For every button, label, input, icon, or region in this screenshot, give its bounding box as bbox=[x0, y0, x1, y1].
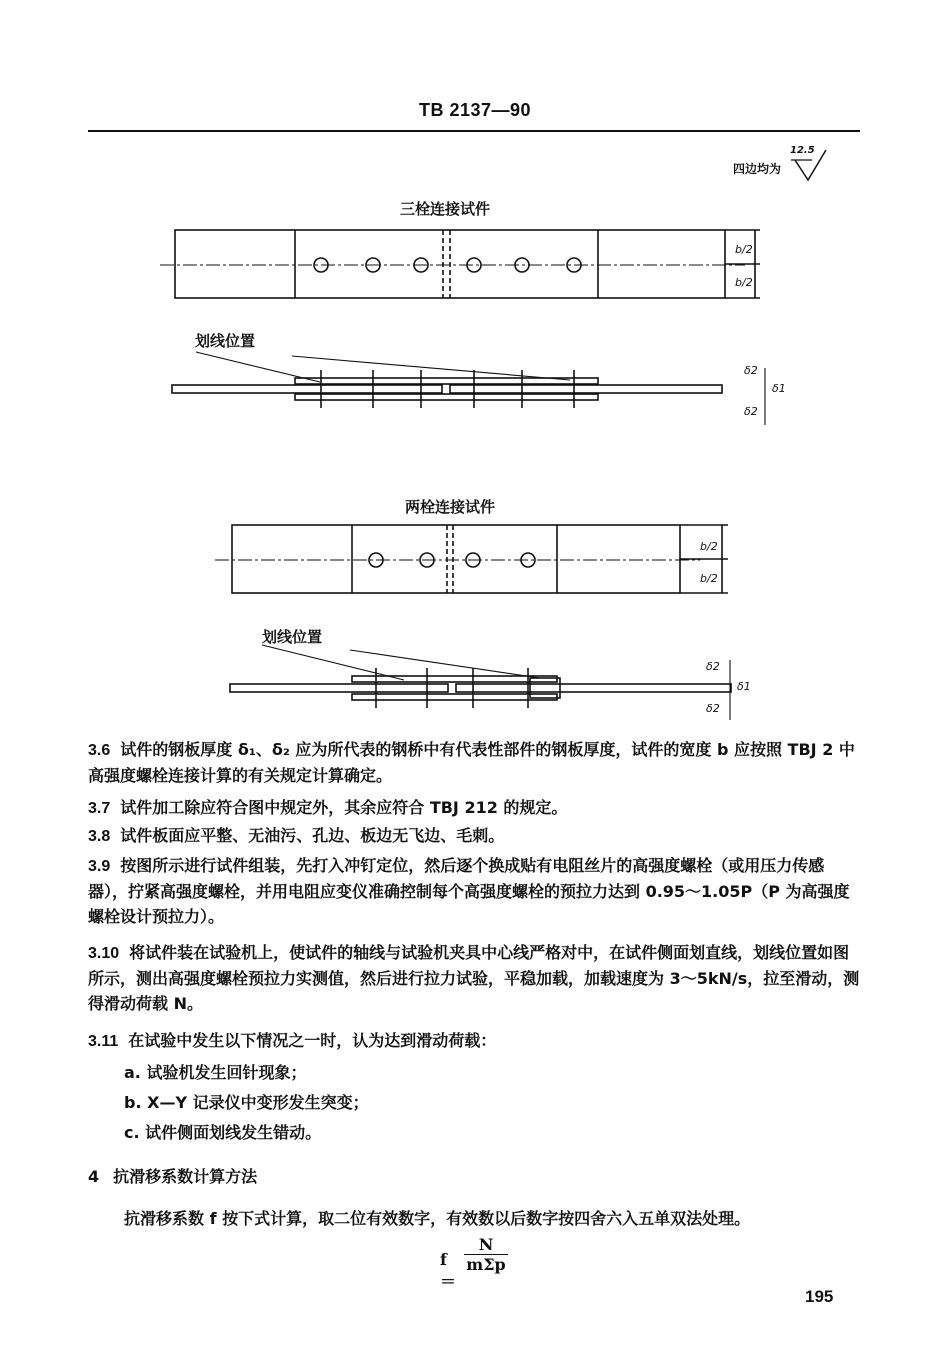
roughness-value: 12.5 bbox=[790, 145, 815, 156]
section-heading: 4 抗滑移系数计算方法 bbox=[88, 1167, 258, 1186]
clause-3-7: 3.7 试件加工除应符合图中规定外，其余应符合 TBJ 212 的规定。 bbox=[88, 798, 568, 817]
clause-3-10: 3.10 将试件装在试验机上，使试件的轴线与试验机夹具中心线严格对中，在试件侧面划直线，划线位置如图所示，测出高强度螺栓预拉力实测值，然后进行拉力试验，平稳加载，加载速度为 3～5kN/s，拉至滑动，测得滑动荷载 N。 bbox=[88, 943, 860, 1013]
clause-3-11: 3.11 在试验中发生以下情况之一时，认为达到滑动荷载： bbox=[88, 1031, 497, 1050]
page-header-code: TB 2137—90 bbox=[418, 100, 532, 120]
dim-delta2-bottom-1: δ2 bbox=[744, 405, 758, 418]
page-number: 195 bbox=[805, 1287, 834, 1306]
two-bolt-plate bbox=[232, 525, 680, 593]
figure-title-two-bolt: 两栓连接试件 bbox=[405, 498, 496, 516]
list-item-c: c. 试件侧面划线发生错动。 bbox=[124, 1123, 322, 1142]
dim-b2-bottom-1: b/2 bbox=[735, 276, 753, 289]
clause-3-6: 3.6 试件的钢板厚度 δ₁、δ₂ 应为所代表的钢桥中有代表性部件的钢板厚度，试件的宽度 b 应按照 TBJ 2 中高强度螺栓连接计算的有关规定计算确定。 bbox=[88, 740, 855, 785]
formula-numerator: N bbox=[464, 1236, 508, 1255]
formula-intro: 抗滑移系数 f 按下式计算，取二位有效数字，有效数以后数字按四舍六入五单双法处理。 bbox=[124, 1209, 751, 1228]
dim-delta2-top-1: δ2 bbox=[744, 364, 758, 377]
dim-delta1-1: δ1 bbox=[772, 382, 786, 395]
formula-denominator: mΣp bbox=[466, 1255, 506, 1274]
roughness-symbol bbox=[795, 150, 826, 180]
dim-delta2-top-2: δ2 bbox=[706, 660, 720, 673]
list-item-b: b. X—Y 记录仪中变形发生突变； bbox=[124, 1093, 369, 1112]
scribe-label-2: 划线位置 bbox=[262, 628, 323, 646]
dim-b2-top-2: b/2 bbox=[700, 540, 718, 553]
dim-delta1-2: δ1 bbox=[737, 680, 751, 693]
roughness-label: 四边均为 bbox=[733, 162, 782, 176]
dim-b2-bottom-2: b/2 bbox=[700, 572, 718, 585]
clause-3-9: 3.9 按图所示进行试件组装，先打入冲钉定位，然后逐个换成贴有电阻丝片的高强度螺栓（或用压力传感器），拧紧高强度螺栓，并用电阻应变仪准确控制每个高强度螺栓的预拉力达到 0.95～1.05P（P 为高强度螺栓设计预拉力）。 bbox=[88, 856, 850, 926]
dim-b2-top-1: b/2 bbox=[735, 243, 753, 256]
dim-delta2-bottom-2: δ2 bbox=[706, 702, 720, 715]
figure-title-three-bolt: 三栓连接试件 bbox=[400, 200, 491, 218]
scribe-label-1: 划线位置 bbox=[195, 332, 256, 350]
clause-3-8: 3.8 试件板面应平整、无油污、孔边、板边无飞边、毛刺。 bbox=[88, 826, 505, 845]
list-item-a: a. 试验机发生回针现象； bbox=[124, 1063, 307, 1082]
